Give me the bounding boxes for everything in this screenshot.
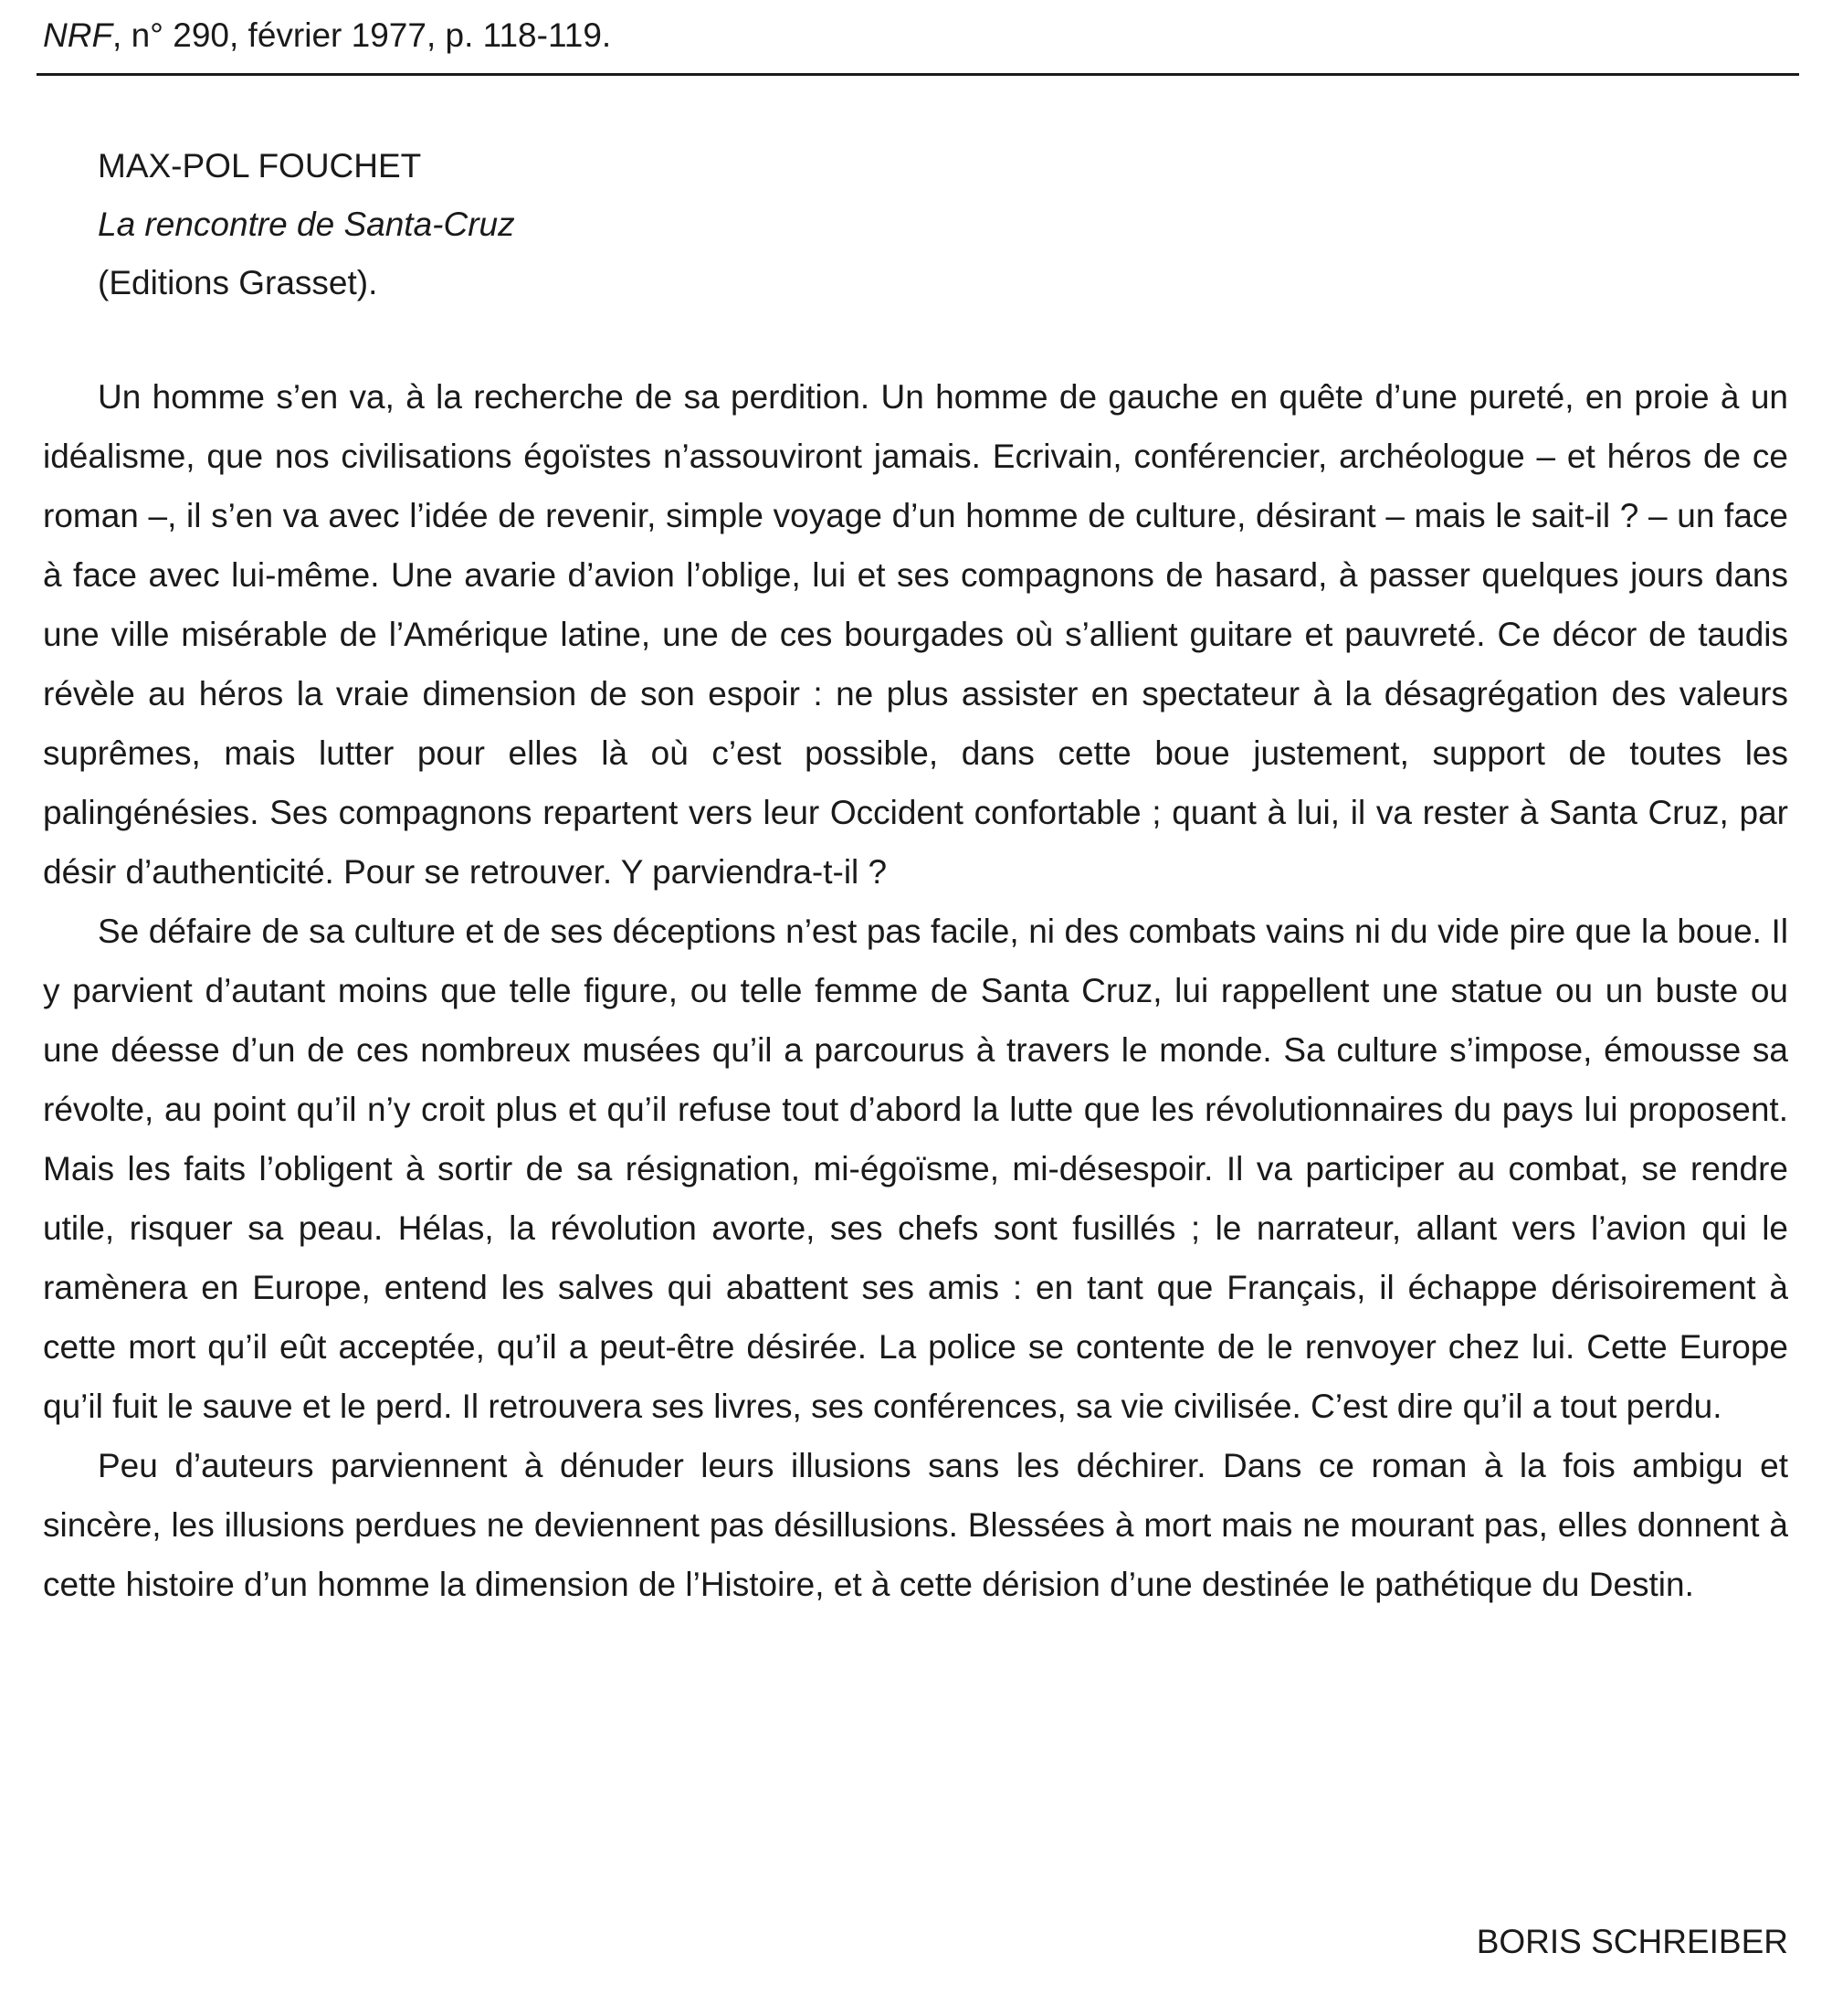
book-info — [98, 137, 515, 312]
book-title: La rencontre de Santa-Cruz — [98, 206, 515, 243]
header-divider — [37, 73, 1799, 76]
book-publisher: (Editions Grasset). — [98, 264, 378, 301]
review-paragraph-3: Peu d’auteurs parviennent à dénuder leurs illusions sans les déchirer. Dans ce roman à la fois ambigu et sincère, les illusions perdues ne deviennent pas désillusions. Blessées à mort mais ne mourant pas, elles donnent à cette histoire d’un homme la dimension de l’Histoire, et à cette dérision d’une destinée le pathétique du Destin. — [43, 1447, 1788, 1603]
citation-header — [43, 13, 611, 58]
reviewer-signature: BORIS SCHREIBER — [1476, 1923, 1788, 1960]
book-author: MAX-POL FOUCHET — [98, 147, 422, 185]
journal-name: NRF — [43, 16, 113, 54]
review-paragraph-2: Se défaire de sa culture et de ses déceptions n’est pas facile, ni des combats vains ni du vide pire que la boue. Il y parvient d’autant moins que telle figure, ou telle femme de Santa Cruz, lui rappellent une statue ou un buste ou une déesse d’un de ces nombreux musées qu’il a parcourus à travers le monde. Sa culture s’impose, émousse sa révolte, au point qu’il n’y croit plus et qu’il refuse tout d’abord la lutte que les révolutionnaires du pays lui proposent. Mais les faits l’obligent à sortir de sa résignation, mi-égoïsme, mi-désespoir. Il va participer au combat, se rendre utile, risquer sa peau. Hélas, la révolution avorte, ses chefs sont fusillés ; le narrateur, allant vers l’avion qui le ramènera en Europe, entend les salves qui abattent ses amis : en tant que Français, il échappe dérisoirement à cette mort qu’il eût acceptée, qu’il a peut-être désirée. La police se contente de le renvoyer chez lui. Cette Europe qu’il fuit le sauve et le perd. Il retrouvera ses livres, ses conférences, sa vie civilisée. C’est dire qu’il a tout perdu. — [43, 913, 1788, 1425]
citation-details: , n° 290, février 1977, p. 118-119. — [112, 16, 612, 54]
review-paragraph-1: Un homme s’en va, à la recherche de sa perdition. Un homme de gauche en quête d’une pureté, en proie à un idéalisme, que nos civilisations égoïstes n’assouviront jamais. Ecrivain, conférencier, archéologue – et héros de ce roman –, il s’en va avec l’idée de revenir, simple voyage d’un homme de culture, désirant – mais le sait-il ? – un face à face avec lui-même. Une avarie d’avion l’oblige, lui et ses compagnons de hasard, à passer quelques jours dans une ville misérable de l’Amérique latine, une de ces bourgades où s’allient guitare et pauvreté. Ce décor de taudis révèle au héros la vraie dimension de son espoir : ne plus assister en spectateur à la désagrégation des valeurs suprêmes, mais lutter pour elles là où c’est possible, dans cette boue justement, support de toutes les palingénésies. Ses compagnons repartent vers leur Occident confortable ; quant à lui, il va rester à Santa Cruz, par désir d’authenticité. Pour se retrouver. Y parviendra-t-il ? — [43, 378, 1788, 891]
review-body — [43, 367, 1788, 1614]
